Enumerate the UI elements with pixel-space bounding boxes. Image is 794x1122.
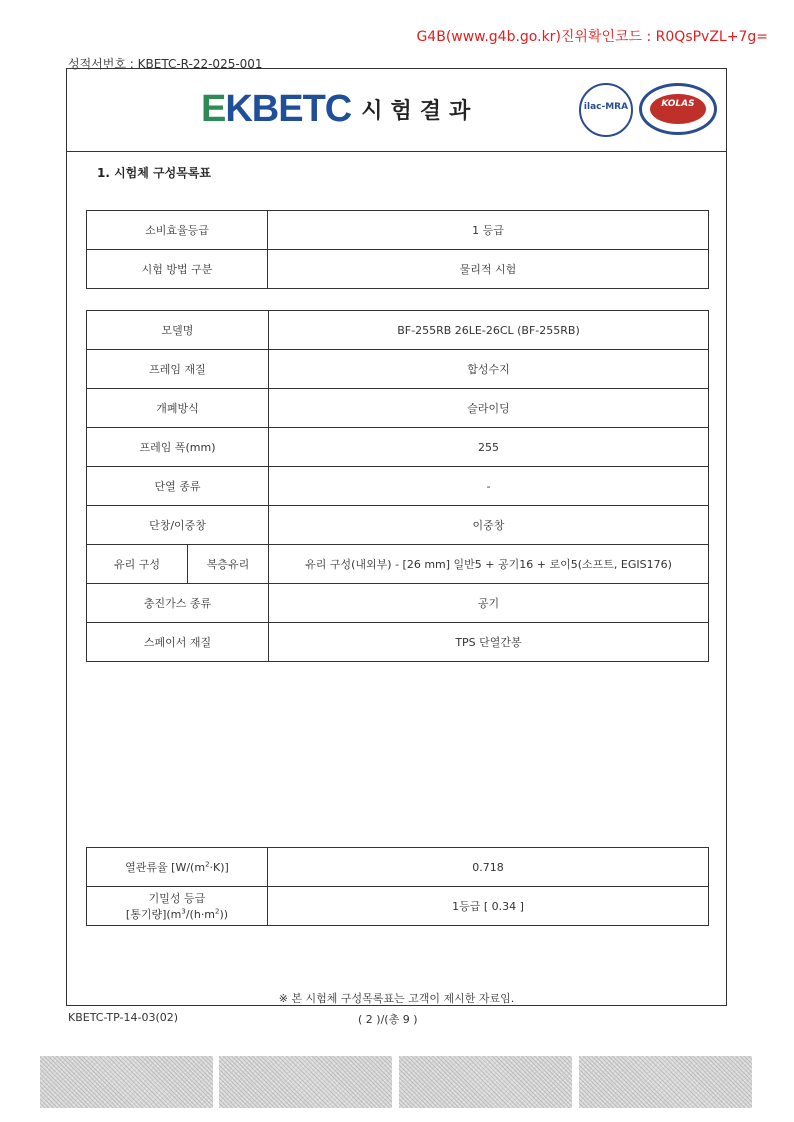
results-table (86, 847, 709, 926)
page-title: 시험결과 (361, 98, 479, 124)
airtightness-value: 1등급 [ 0.34 ] (268, 887, 709, 926)
composition-table (86, 310, 709, 662)
row-value: BF-255RB 26LE-26CL (BF-255RB) (269, 311, 709, 350)
row-value: 이중창 (269, 506, 709, 545)
table-row (87, 545, 709, 584)
row-sublabel: 복층유리 (188, 545, 269, 584)
row-label: 단열 종류 (87, 467, 269, 506)
thermal-transmittance-label: 열관류율 $[W/(m^2\cdot K)]$ (87, 848, 268, 887)
table-row (87, 250, 709, 289)
document-frame (66, 68, 727, 1006)
efficiency-table (86, 210, 709, 289)
row-label: 단창/이중창 (87, 506, 269, 545)
security-pattern (579, 1056, 752, 1108)
table-row (87, 467, 709, 506)
row-label: 모델명 (87, 311, 269, 350)
table-row (87, 584, 709, 623)
thermal-transmittance-value: 0.718 (268, 848, 709, 887)
row-value: TPS 단열간봉 (269, 623, 709, 662)
row-label: 프레임 재질 (87, 350, 269, 389)
row-label: 프레임 폭(mm) (87, 428, 269, 467)
ilac-mra-seal: ilac-MRA (579, 83, 633, 137)
form-code: KBETC-TP-14-03(02) (68, 1011, 179, 1024)
table-row (87, 311, 709, 350)
kbetc-logo: EKBETC 시험결과 (201, 88, 479, 130)
row-value: 유리 구성(내외부) - [26 mm] 일반5 + 공기16 + 로이5(소프트, EGIS176) (269, 545, 709, 584)
row-value: 합성수지 (269, 350, 709, 389)
row-value: 슬라이딩 (269, 389, 709, 428)
row-label: 유리 구성 (87, 545, 188, 584)
table-row (87, 211, 709, 250)
row-label: 시험 방법 구분 (87, 250, 268, 289)
document-header (67, 69, 726, 152)
footnote: ※ 본 시험체 구성목록표는 고객이 제시한 자료임. (278, 992, 515, 1005)
security-pattern (40, 1056, 213, 1108)
table-row (87, 887, 709, 926)
row-value: - (269, 467, 709, 506)
table-row (87, 428, 709, 467)
page-number: ( 2 )/(총 9 ) (358, 1013, 418, 1026)
table-row (87, 350, 709, 389)
row-label: 개폐방식 (87, 389, 269, 428)
row-value: 공기 (269, 584, 709, 623)
table-row (87, 623, 709, 662)
table-row (87, 389, 709, 428)
row-label: 스페이서 재질 (87, 623, 269, 662)
kolas-seal: KOLAS (639, 83, 717, 135)
table-row (87, 506, 709, 545)
row-value: 물리적 시험 (268, 250, 709, 289)
security-pattern (219, 1056, 392, 1108)
row-label: 충진가스 종류 (87, 584, 269, 623)
verification-code: G4B(www.g4b.go.kr)진위확인코드 : R0QsPvZL+7g= (416, 29, 768, 45)
airtightness-label: 기밀성 등급 [통기량]$(m^3/(h\cdot m^2))$ (87, 887, 268, 926)
table-row (87, 848, 709, 887)
row-label: 소비효율등급 (87, 211, 268, 250)
certificate-number: 성적서번호 : KBETC-R-22-025-001 (68, 57, 263, 71)
security-pattern (399, 1056, 572, 1108)
row-value: 255 (269, 428, 709, 467)
section-title: 1. 시험체 구성목록표 (97, 166, 212, 180)
row-value: 1 등급 (268, 211, 709, 250)
